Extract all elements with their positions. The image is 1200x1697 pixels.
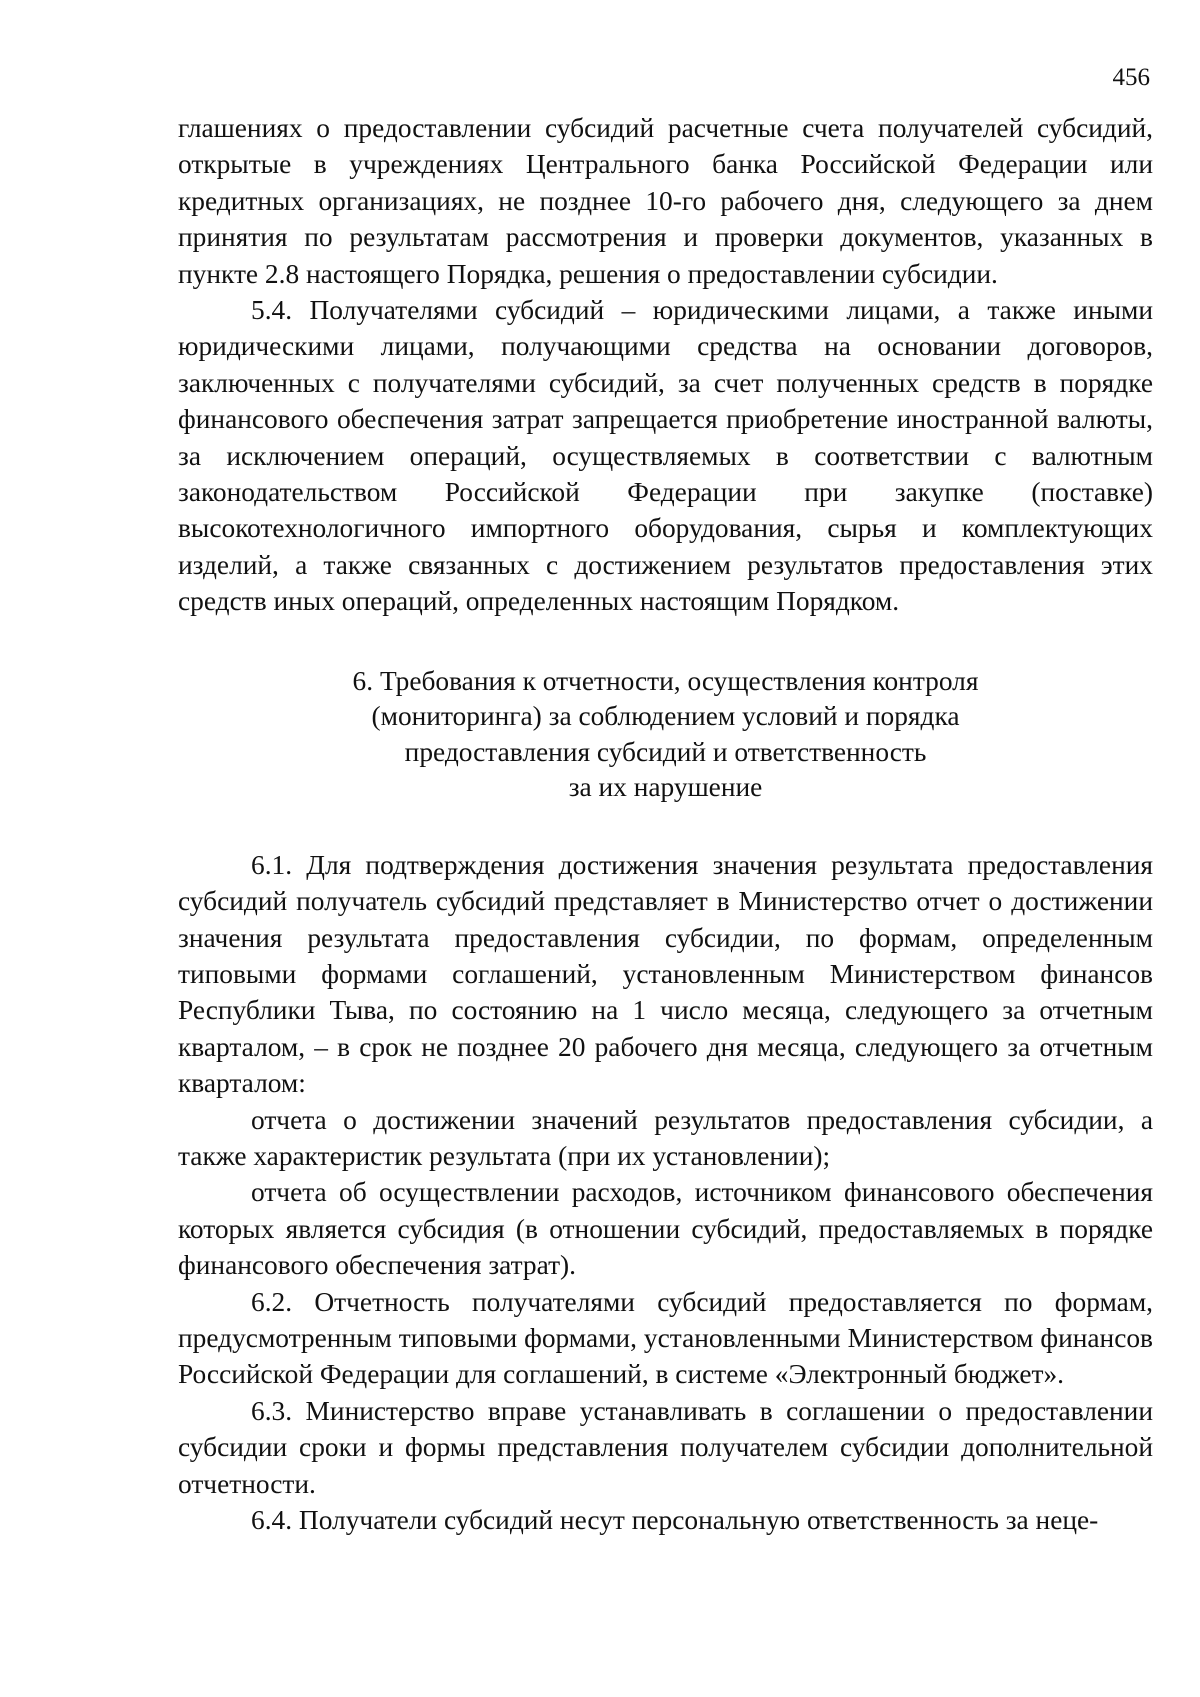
paragraph-6-1: 6.1. Для подтверждения достижения значения результата предоставления субсидий получатель субсидий представляет в Министерство отчет о достижении значения результата предоставления субсидии, по формам, определенным типовыми формами соглашений, установленным Министерством финансов Республики Тыва, по состоянию на 1 число месяца, следующего за отчетным кварталом, – в срок не позднее 20 рабочего дня месяца, следующего за отчетным кварталом:	[178, 849, 1153, 1099]
paragraph-6-4: 6.4. Получатели субсидий несут персональную ответственность за неце-	[251, 1505, 1099, 1535]
paragraph-5-4: 5.4. Получателями субсидий – юридическими лицами, а также иными юридическими лицами, получающими средства на основании договоров, заключенных с получателями субсидий, за счет полученных средств в порядке финансового обеспечения затрат запрещается приобретение иностранной валюты, за исключением операций, осуществляемых в соответствии с валютным законодательством Российской Федерации при закупке (поставке) высокотехнологичного импортного оборудования, сырья и комплектующих изделий, а также связанных с достижением результатов предоставления этих средств иных операций, определенных настоящим Порядком.	[178, 295, 1153, 617]
section-heading-line: предоставления субсидий и ответственность	[404, 736, 927, 767]
paragraph-continuation: глашениях о предоставлении субсидий расчетные счета получателей субсидий, открытые в учреждениях Центрального банка Российской Федерации или кредитных организациях, не позднее 10-го рабочего дня, следующего за днем принятия по результатам рассмотрения и проверки документов, указанных в пункте 2.8 настоящего Порядка, решения о предоставлении субсидии.	[178, 113, 1153, 289]
paragraph-6-3: 6.3. Министерство вправе устанавливать в соглашении о предоставлении субсидии сроки и формы представления получателем субсидии дополнительной отчетности.	[178, 1395, 1153, 1499]
section-heading-line: за их нарушение	[568, 772, 763, 803]
section-heading	[178, 664, 1153, 806]
list-item-report-expenses: отчета об осуществлении расходов, источником финансового обеспечения которых является субсидия (в отношении субсидий, предоставляемых в порядке финансового обеспечения затрат).	[178, 1177, 1153, 1281]
section-heading-line: (мониторинга) за соблюдением условий и порядка	[371, 701, 960, 732]
document-body	[178, 110, 1153, 1538]
list-item-report-results: отчета о достижении значений результатов предоставления субсидии, а также характеристик результата (при их установлении);	[178, 1104, 1153, 1171]
paragraph-6-2: 6.2. Отчетность получателями субсидий предоставляется по формам, предусмотренным типовыми формами, установленными Министерством финансов Российской Федерации для соглашений, в системе «Электронный бюджет».	[178, 1286, 1153, 1390]
page-number: 456	[1112, 64, 1150, 91]
section-heading-line: 6. Требования к отчетности, осуществления контроля	[352, 665, 979, 696]
